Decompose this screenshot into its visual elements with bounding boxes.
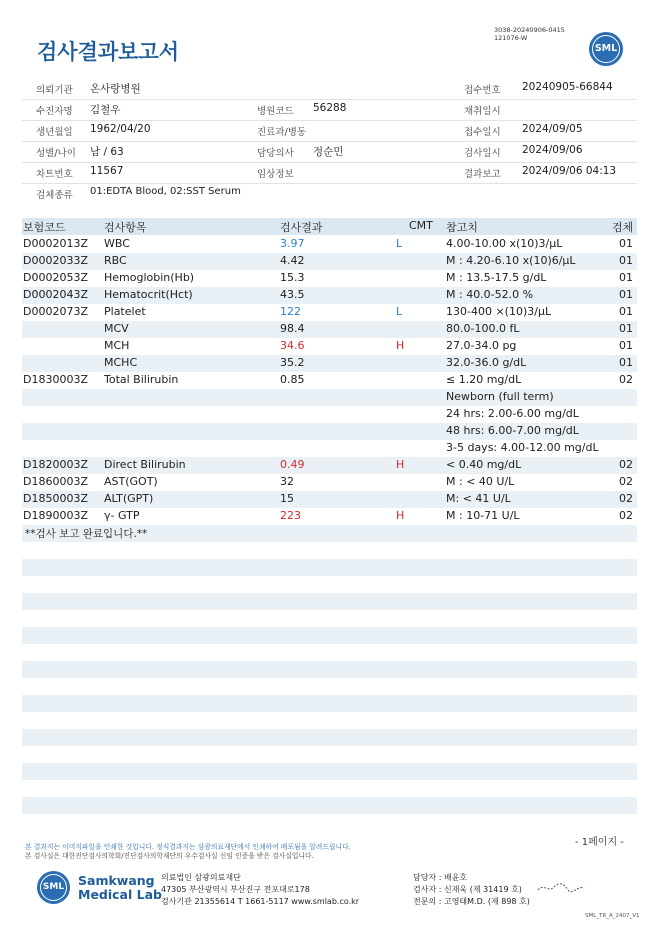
test-name: Direct Bilirubin: [104, 458, 186, 471]
table-row: [22, 457, 637, 474]
test-name: AST(GOT): [104, 475, 158, 488]
specimen-code: 02: [619, 475, 633, 488]
table-row: [22, 338, 637, 355]
specimen-code: 01: [619, 237, 633, 250]
test-name: MCH: [104, 339, 130, 352]
dob-value: 1962/04/20: [90, 123, 151, 135]
result-flag: L: [396, 237, 403, 250]
chart-label: 차트번호: [36, 169, 73, 180]
patient-label: 수진자명: [36, 106, 73, 117]
table-row: [22, 270, 637, 287]
info-row-5: [22, 163, 637, 184]
specimen-code: 02: [619, 373, 633, 386]
table-row: [22, 304, 637, 321]
table-row: [22, 508, 637, 525]
table-row: [22, 406, 637, 423]
hospital-code-label: 병원코드: [257, 106, 294, 117]
form-id: SML_TR_A_2407_V1: [585, 913, 640, 919]
footer-logo-text: SML: [42, 882, 65, 892]
brand-name: [78, 874, 162, 902]
received-value: 2024/09/05: [522, 123, 583, 135]
insurance-code: D0002013Z: [23, 237, 88, 250]
specimen-code: 02: [619, 509, 633, 522]
test-name: ALT(GPT): [104, 492, 154, 505]
table-row: [22, 440, 637, 457]
specimen-code: 01: [619, 305, 633, 318]
clinical-label: 임상정보: [257, 169, 294, 180]
empty-row: [22, 559, 637, 576]
address-line-1: 의료법인 삼광의료재단: [161, 873, 241, 882]
test-name: RBC: [104, 254, 127, 267]
insurance-code: D1820003Z: [23, 458, 88, 471]
brand-line-1: Samkwang: [78, 873, 155, 888]
test-name: MCHC: [104, 356, 138, 369]
test-result: 4.42: [280, 254, 305, 267]
reference-range: M : 13.5-17.5 g/dL: [446, 271, 547, 284]
reported-label: 결과보고: [464, 169, 501, 180]
specimen-code: 01: [619, 254, 633, 267]
test-result: 35.2: [280, 356, 305, 369]
test-name: MCV: [104, 322, 129, 335]
result-flag: H: [396, 458, 405, 471]
info-row-4: [22, 142, 637, 163]
empty-row: [22, 797, 637, 814]
reference-range: 3-5 days: 4.00-12.00 mg/dL: [446, 441, 599, 454]
document-number-line-2: 121076-W: [494, 34, 528, 42]
reference-range: M : 40.0-52.0 %: [446, 288, 534, 301]
reference-range: M : < 40 U/L: [446, 475, 515, 488]
table-row: [22, 236, 637, 253]
insurance-code: D1850003Z: [23, 492, 88, 505]
doctor-label: 담당의사: [257, 148, 294, 159]
reported-value: 2024/09/06 04:13: [522, 165, 617, 177]
footer-sml-logo-icon: [37, 871, 70, 904]
header-cmt: CMT: [409, 219, 433, 232]
test-name: Hematocrit(Hct): [104, 288, 193, 301]
empty-row: [22, 729, 637, 746]
sex-age-label: 성별/나이: [36, 148, 76, 159]
table-row: [22, 321, 637, 338]
dob-label: 생년월일: [36, 127, 73, 138]
reference-range: M: < 41 U/L: [446, 492, 511, 505]
notice-line-1: 본 결과지는 이미지파일을 인쇄한 것입니다. 정식결과지는 삼광의료재단에서 인쇄하여 배포됨을 알려드립니다.: [25, 843, 351, 851]
result-flag: H: [396, 339, 405, 352]
address-line-3: 검사기관 21355614 T 1661-5117 www.smlab.co.kr: [161, 897, 360, 906]
table-row: [22, 355, 637, 372]
table-row: [22, 491, 637, 508]
test-name: Platelet: [104, 305, 146, 318]
doctor-value: 정순민: [313, 146, 344, 158]
reference-range: 48 hrs: 6.00-7.00 mg/dL: [446, 424, 579, 437]
hospital-code-value: 56288: [313, 102, 347, 114]
staff-line-1: 담당자 : 배윤호: [413, 873, 468, 882]
address-line-2: 47305 부산광역시 부산진구 전포대로178: [161, 885, 310, 894]
test-result: 43.5: [280, 288, 305, 301]
test-result: 34.6: [280, 339, 305, 352]
receipt-no-label: 접수번호: [464, 85, 501, 96]
test-result: 0.49: [280, 458, 305, 471]
result-flag: H: [396, 509, 405, 522]
info-row-1: [22, 79, 637, 100]
info-row-2: [22, 100, 637, 121]
test-result: 122: [280, 305, 301, 318]
reference-range: M : 10-71 U/L: [446, 509, 520, 522]
logo-text: SML: [594, 43, 618, 54]
brand-line-2: Medical Lab: [78, 887, 162, 902]
result-flag: L: [396, 305, 403, 318]
empty-row: [22, 661, 637, 678]
reference-range: 130-400 ×(10)3/μL: [446, 305, 552, 318]
staff-info: [413, 872, 530, 908]
page-title: 검사결과보고서: [37, 40, 180, 64]
test-result: 98.4: [280, 322, 305, 335]
page-number: - 1페이지 -: [575, 837, 624, 848]
test-result: 15: [280, 492, 294, 505]
institution-label: 의뢰기관: [36, 85, 73, 96]
header-result: 검사결과: [280, 221, 323, 234]
insurance-code: D0002073Z: [23, 305, 88, 318]
test-name: WBC: [104, 237, 130, 250]
received-label: 접수일시: [464, 127, 501, 138]
chart-value: 11567: [90, 165, 124, 177]
end-note: **검사 보고 완료입니다.**: [25, 528, 148, 540]
test-name: Total Bilirubin: [104, 373, 179, 386]
empty-row: [22, 763, 637, 780]
specimen-code: 02: [619, 458, 633, 471]
dept-label: 진료과/병동: [257, 127, 307, 138]
specimen-code: 01: [619, 271, 633, 284]
test-name: Hemoglobin(Hb): [104, 271, 195, 284]
test-result: 15.3: [280, 271, 305, 284]
reference-range: M : 4.20-6.10 x(10)6/μL: [446, 254, 576, 267]
table-row: [22, 389, 637, 406]
insurance-code: D1860003Z: [23, 475, 88, 488]
insurance-code: D0002033Z: [23, 254, 88, 267]
empty-row: [22, 593, 637, 610]
insurance-code: D0002043Z: [23, 288, 88, 301]
test-result: 32: [280, 475, 294, 488]
staff-line-3: 전문의 : 고영태M.D. (제 898 호): [413, 897, 530, 906]
header-code: 보험코드: [23, 221, 66, 234]
info-row-3: [22, 121, 637, 142]
insurance-code: D1890003Z: [23, 509, 88, 522]
sml-logo-icon: [589, 32, 623, 66]
tested-value: 2024/09/06: [522, 144, 583, 156]
reference-range: ≤ 1.20 mg/dL: [446, 373, 522, 386]
reference-range: 27.0-34.0 pg: [446, 339, 517, 352]
reference-range: 80.0-100.0 fL: [446, 322, 520, 335]
table-row: [22, 423, 637, 440]
test-result: 3.97: [280, 237, 305, 250]
reference-range: 4.00-10.00 x(10)3/μL: [446, 237, 563, 250]
insurance-code: D1830003Z: [23, 373, 88, 386]
header-reference: 참고치: [446, 221, 478, 234]
reference-range: Newborn (full term): [446, 390, 554, 403]
empty-row: [22, 627, 637, 644]
table-row: [22, 474, 637, 491]
reference-range: 24 hrs: 2.00-6.00 mg/dL: [446, 407, 579, 420]
reference-range: 32.0-36.0 g/dL: [446, 356, 527, 369]
document-number: [494, 26, 565, 42]
insurance-code: D0002053Z: [23, 271, 88, 284]
institution-value: 온사랑병원: [90, 83, 141, 95]
results-table: [22, 236, 637, 525]
table-row: [22, 253, 637, 270]
signature-icon: [536, 881, 586, 895]
specimen-code: 01: [619, 339, 633, 352]
table-row: [22, 372, 637, 389]
reference-range: < 0.40 mg/dL: [446, 458, 522, 471]
specimen-label: 검체종류: [36, 190, 73, 201]
sex-age-value: 남 / 63: [90, 146, 124, 158]
specimen-code: 01: [619, 322, 633, 335]
table-row: [22, 287, 637, 304]
test-result: 0.85: [280, 373, 305, 386]
patient-value: 김철우: [90, 104, 121, 116]
tested-label: 검사일시: [464, 148, 501, 159]
staff-line-2: 검사자 : 신재욱 (제 31419 호): [413, 885, 522, 894]
lab-address: [161, 872, 359, 908]
header-test-name: 검사항목: [104, 221, 147, 234]
specimen-code: 02: [619, 492, 633, 505]
specimen-code: 01: [619, 356, 633, 369]
document-number-line-1: 3038-20240906-0415: [494, 26, 565, 34]
collected-label: 채취일시: [464, 106, 501, 117]
specimen-code: 01: [619, 288, 633, 301]
header-specimen: 검체: [612, 221, 634, 234]
results-table-header: [22, 218, 637, 235]
test-result: 223: [280, 509, 301, 522]
end-note-row: [22, 525, 637, 542]
empty-row: [22, 695, 637, 712]
specimen-value: 01:EDTA Blood, 02:SST Serum: [90, 186, 241, 197]
info-row-6: [22, 184, 637, 204]
test-name: γ- GTP: [104, 509, 140, 522]
notice-line-2: 본 검사실은 대한진단검사의학회/진단검사의학재단의 우수검사실 신임 인증을 받은 검사실입니다.: [25, 852, 314, 860]
receipt-no-value: 20240905-66844: [522, 81, 613, 93]
